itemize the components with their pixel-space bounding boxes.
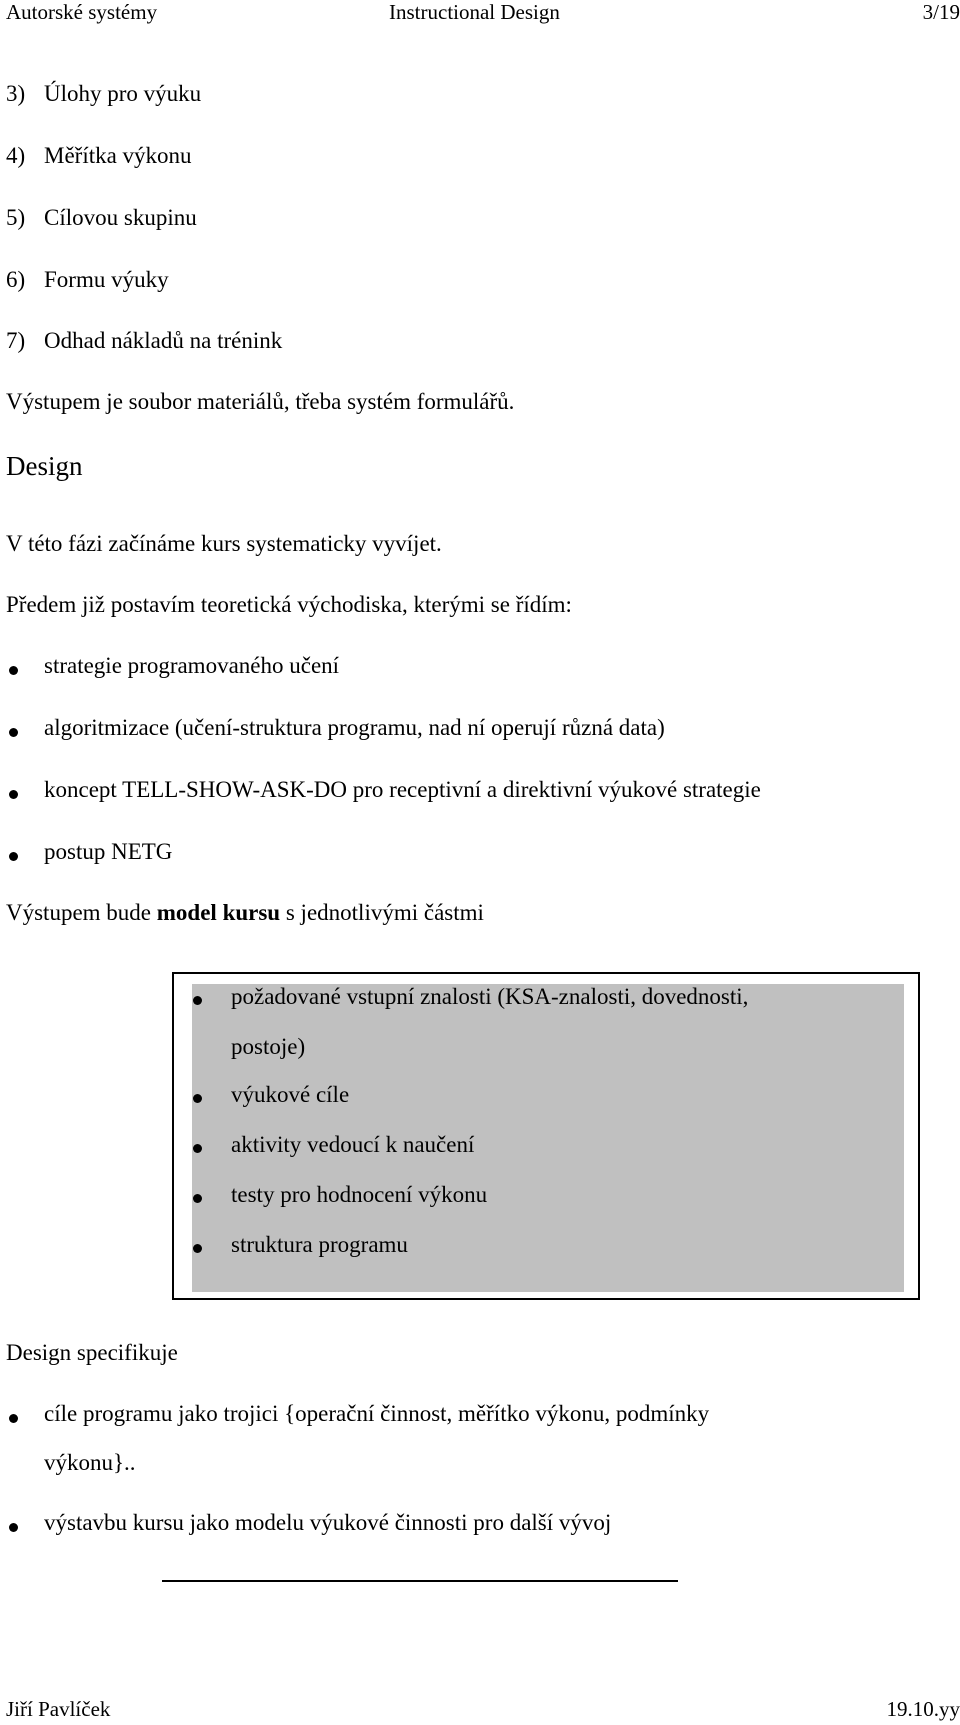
spec-bullet-item: cíle programu jako trojici {operační činnost, měřítko výkonu, podmínky — [44, 1401, 710, 1426]
header-left: Autorské systémy — [6, 0, 158, 24]
bullet-icon — [193, 1144, 202, 1153]
bullet-icon — [9, 1523, 18, 1532]
basis-bullet-item: koncept TELL-SHOW-ASK-DO pro receptivní a direktivní výukové strategie — [44, 777, 761, 802]
bullet-icon — [193, 996, 202, 1005]
list-number: 4) — [6, 143, 26, 168]
design-heading: Design — [6, 451, 83, 481]
bullet-icon — [193, 1244, 202, 1253]
box-list-item-continuation: postoje) — [231, 1034, 306, 1059]
design-basis: Předem již postavím teoretická východiska, kterými se řídím: — [6, 592, 572, 617]
bullet-icon — [9, 852, 18, 861]
list-number: 6) — [6, 267, 26, 292]
footer-author: Jiří Pavlíček — [6, 1697, 111, 1721]
list-item: Odhad nákladů na trénink — [44, 328, 283, 353]
box-list-item: výukové cíle — [231, 1082, 350, 1107]
model-line-bold: model kursu — [156, 900, 281, 925]
bullet-icon — [9, 666, 18, 675]
list-number: 3) — [6, 81, 26, 106]
divider-line — [162, 1580, 678, 1582]
header-center: Instructional Design — [389, 0, 560, 24]
bullet-icon — [193, 1194, 202, 1203]
basis-bullet-item: postup NETG — [44, 839, 173, 864]
box-list-item: struktura programu — [231, 1232, 408, 1257]
spec-heading: Design specifikuje — [6, 1340, 178, 1365]
basis-bullet-item: strategie programovaného učení — [44, 653, 340, 678]
list-number: 5) — [6, 205, 26, 230]
list-item: Měřítka výkonu — [44, 143, 192, 168]
model-line-after: s jednotlivými částmi — [280, 900, 484, 925]
bullet-icon — [9, 1414, 18, 1423]
box-list-item: testy pro hodnocení výkonu — [231, 1182, 488, 1207]
spec-bullet-item-continuation: výkonu}.. — [44, 1450, 136, 1475]
bullet-icon — [193, 1094, 202, 1103]
design-intro: V této fázi začínáme kurs systematicky vyvíjet. — [6, 531, 442, 556]
list-item: Úlohy pro výuku — [44, 81, 202, 106]
list-item: Cílovou skupinu — [44, 205, 197, 230]
footer-date: 19.10.yy — [886, 1697, 960, 1721]
list-item: Formu výuky — [44, 267, 169, 292]
box-list-item: požadované vstupní znalosti (KSA-znalosti, dovednosti, — [231, 984, 749, 1009]
output-line: Výstupem je soubor materiálů, třeba systém formulářů. — [6, 389, 515, 414]
spec-bullet-item: výstavbu kursu jako modelu výukové činnosti pro další vývoj — [44, 1510, 612, 1535]
list-number: 7) — [6, 328, 26, 353]
model-line-before: Výstupem bude — [6, 900, 157, 925]
bullet-icon — [9, 728, 18, 737]
basis-bullet-item: algoritmizace (učení-struktura programu, nad ní operují různá data) — [44, 715, 665, 740]
model-line — [6, 900, 484, 926]
box-list-item: aktivity vedoucí k naučení — [231, 1132, 475, 1157]
header-right-page-number: 3/19 — [922, 0, 960, 24]
bullet-icon — [9, 790, 18, 799]
